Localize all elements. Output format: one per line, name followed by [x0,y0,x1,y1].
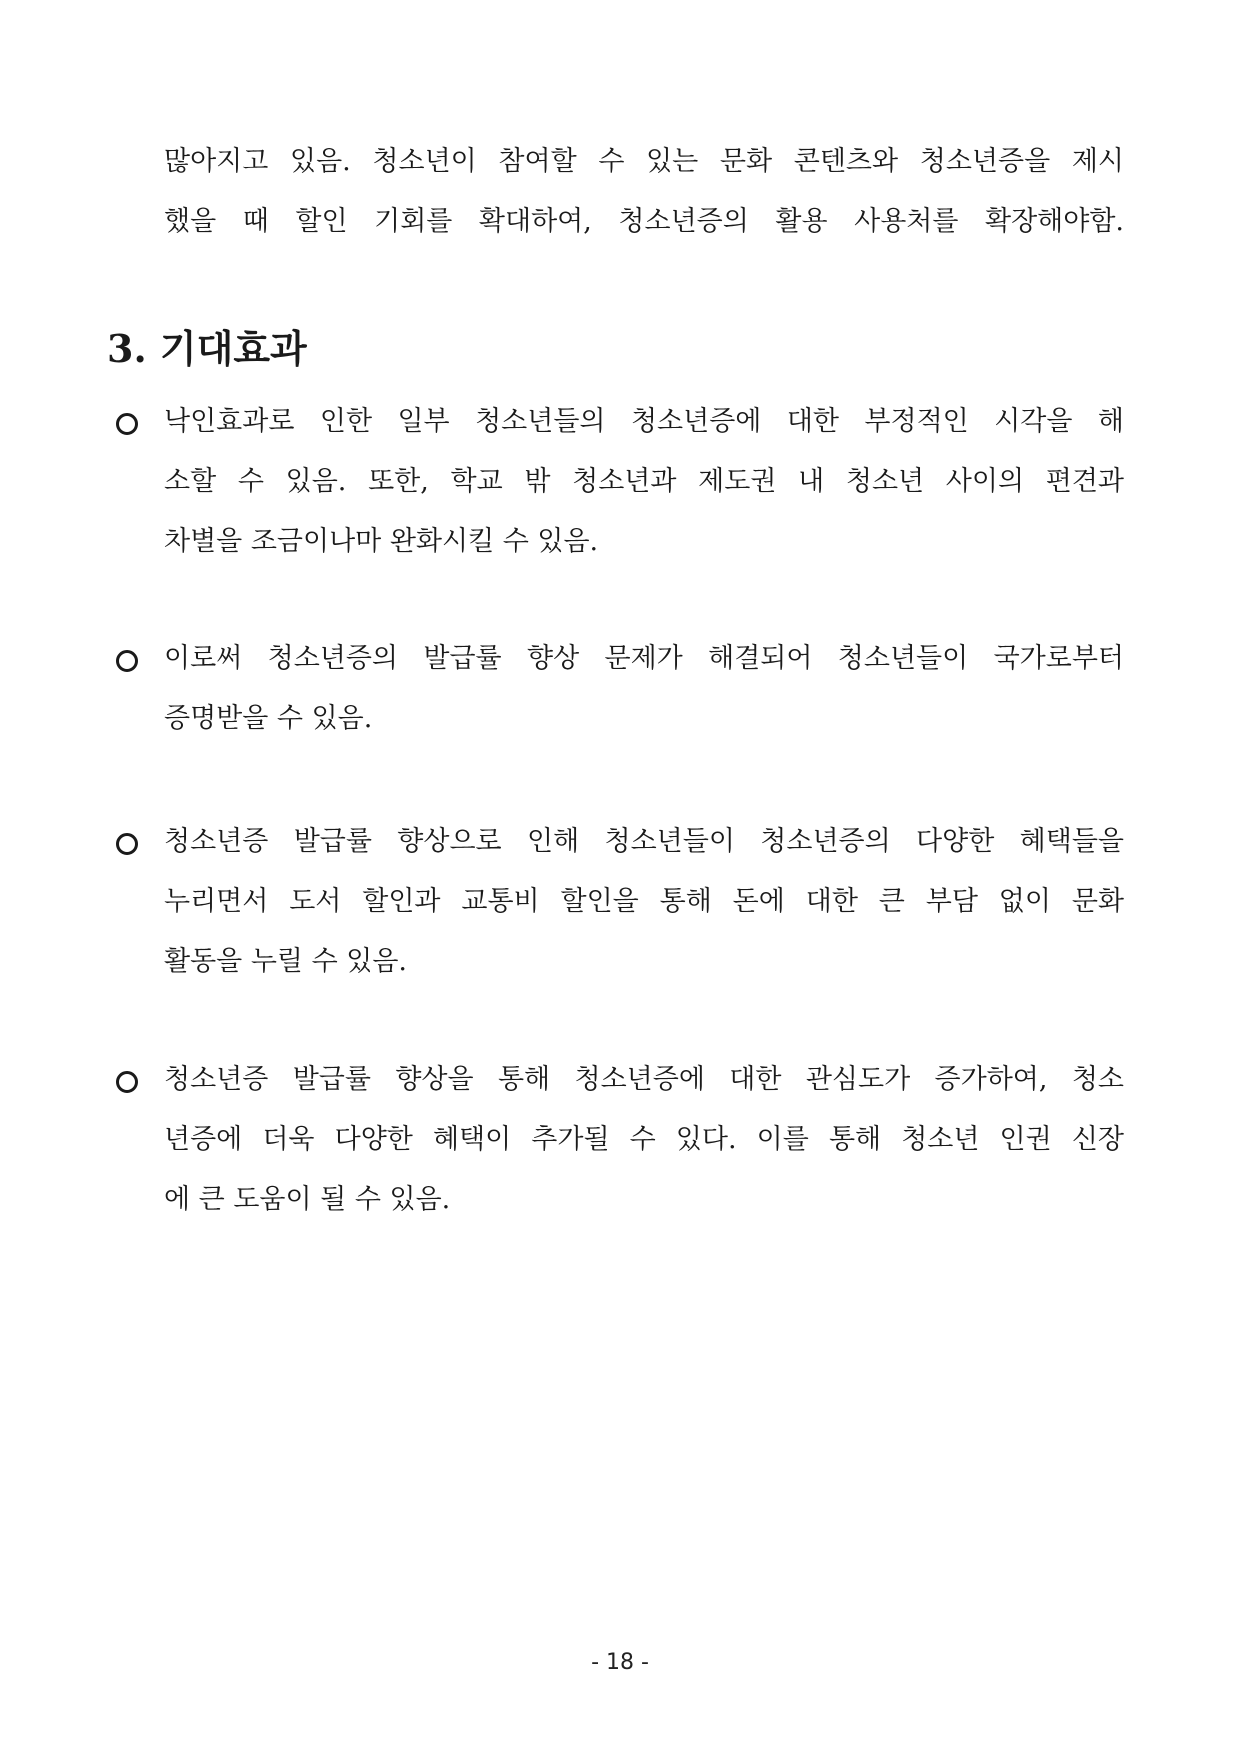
bullet-1-line-3: 차별을 조금이나마 완화시킬 수 있음. [164,526,599,557]
bullet-4-line-3: 에 큰 도움이 될 수 있음. [164,1184,451,1215]
bullet-circle-icon [116,1071,138,1093]
bullet-2-line-1: 이로써 청소년증의 발급률 향상 문제가 해결되어 청소년들이 국가로부터 [164,643,1124,674]
bullet-3-line-1: 청소년증 발급률 향상으로 인해 청소년들이 청소년증의 다양한 혜택들을 [164,826,1124,857]
bullet-1-line-1: 낙인효과로 인한 일부 청소년들의 청소년증에 대한 부정적인 시각을 해 [164,406,1124,437]
intro-line-1: 많아지고 있음. 청소년이 참여할 수 있는 문화 콘텐츠와 청소년증을 제시 [164,146,1124,177]
bullet-circle-icon [116,650,138,672]
intro-line-2: 했을 때 할인 기회를 확대하여, 청소년증의 활용 사용처를 확장해야함. [164,206,1124,237]
bullet-4-line-2: 년증에 더욱 다양한 혜택이 추가될 수 있다. 이를 통해 청소년 인권 신장 [164,1124,1124,1155]
bullet-circle-icon [116,833,138,855]
bullet-3-line-3: 활동을 누릴 수 있음. [164,946,407,977]
bullet-2-line-2: 증명받을 수 있음. [164,703,373,734]
section-heading: 3. 기대효과 [107,326,307,371]
bullet-1-line-2: 소할 수 있음. 또한, 학교 밖 청소년과 제도권 내 청소년 사이의 편견과 [164,466,1124,497]
bullet-3-line-2: 누리면서 도서 할인과 교통비 할인을 통해 돈에 대한 큰 부담 없이 문화 [164,886,1124,917]
page-number: - 18 - [591,1650,649,1675]
bullet-circle-icon [116,413,138,435]
bullet-4-line-1: 청소년증 발급률 향상을 통해 청소년증에 대한 관심도가 증가하여, 청소 [164,1064,1124,1095]
